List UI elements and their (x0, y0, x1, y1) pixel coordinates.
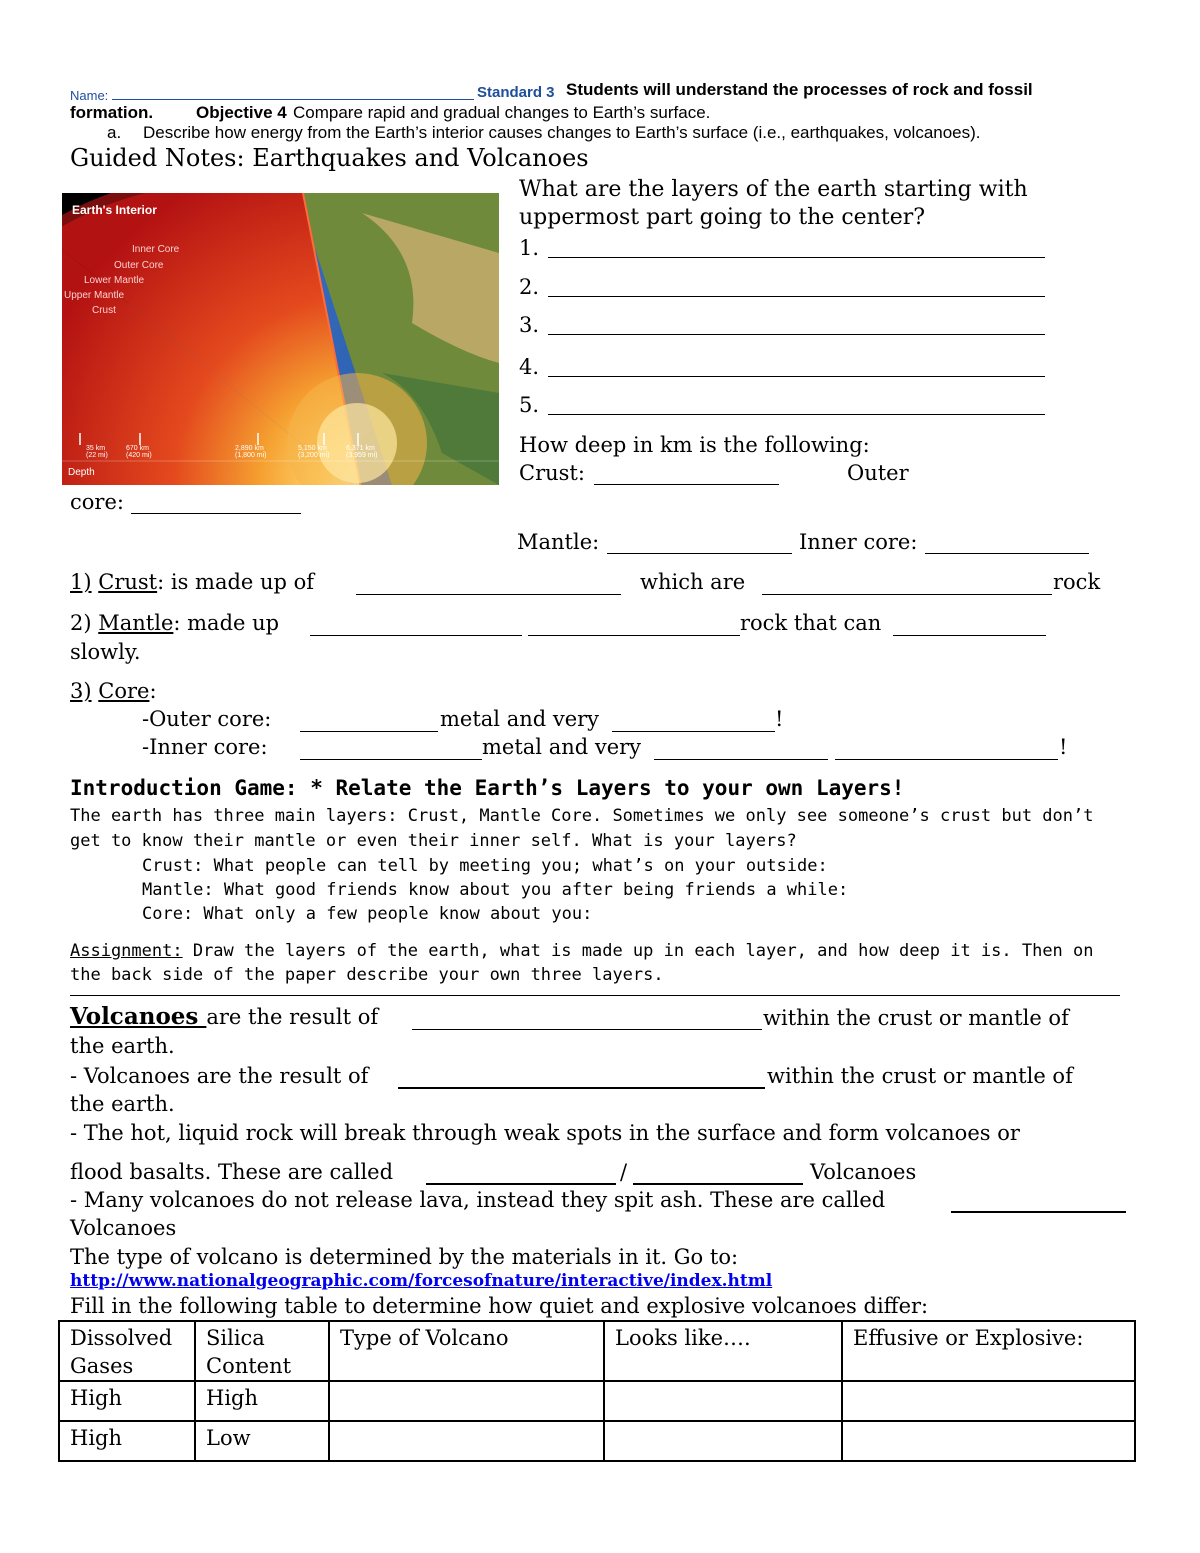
volcano-line10: Fill in the following table to determine how quiet and explosive volcanoes differ: (70, 1294, 929, 1318)
table-cell-gases: High (59, 1381, 195, 1421)
figure-depth-670: 670 km (420 mi) (126, 445, 152, 459)
figure-depth-5150: 5,150 km (3,200 mi) (298, 445, 330, 459)
depth-outer-core-label-cont: core: (70, 490, 124, 514)
volcano-line1-b: within the crust or mantle of (763, 1006, 1069, 1030)
volcano-line6-b: Volcanoes (810, 1160, 917, 1184)
table-header-silica-content: Silica Content (195, 1321, 329, 1381)
depth-inner-core-label: Inner core: (799, 530, 918, 554)
figure-depth-label: Depth (68, 467, 95, 478)
note-mantle-rock: rock that can (740, 611, 882, 635)
volcano-comparison-table (58, 1320, 1136, 1462)
note-mantle (70, 611, 279, 635)
intro-para-line2: get to know their mantle or even their inner self. What is your layers? (70, 831, 797, 851)
depth-crust-answer[interactable] (594, 484, 779, 485)
table-cell-gases: High (59, 1421, 195, 1461)
intro-crust: Crust: What people can tell by meeting you; what’s on your outside: (142, 856, 828, 876)
volcano-line9: The type of volcano is determined by the materials in it. Go to: (70, 1245, 739, 1269)
page-title: Guided Notes: Earthquakes and Volcanoes (70, 144, 589, 172)
note-crust-text: : is made up of (157, 570, 315, 594)
figure-depth-6371: 6,371 km (3,959 mi) (346, 445, 378, 459)
earth-interior-diagram (62, 193, 499, 485)
mantle-blank-1[interactable] (310, 635, 522, 636)
table-header-looks-like: Looks like…. (604, 1321, 842, 1381)
figure-label-upper-mantle: Upper Mantle (64, 290, 125, 301)
figure-depth-35: 35 km (22 mi) (86, 445, 108, 459)
volcano-line7: - Many volcanoes do not release lava, instead they spit ash. These are called (70, 1188, 886, 1212)
depth-crust-label: Crust: (519, 461, 585, 485)
volcano-line6-slash: / (620, 1160, 628, 1184)
sub-item-marker: a. (107, 123, 122, 142)
note-core-colon: : (149, 679, 157, 703)
layer-number-1: 1. (519, 236, 540, 260)
volcano-line2: the earth. (70, 1034, 175, 1058)
note-outer-core-bang: ! (775, 707, 784, 731)
note-outer-core-label: -Outer core: (142, 707, 272, 731)
inner-core-blank-3[interactable] (835, 759, 1058, 760)
layer-answer-3[interactable] (548, 334, 1045, 335)
table-cell-looks-input[interactable] (604, 1421, 842, 1461)
figure-label-inner-core: Inner Core (132, 244, 180, 255)
figure-label-crust: Crust (92, 305, 116, 316)
crust-blank-2[interactable] (762, 594, 1052, 595)
note-core-term: Core (98, 679, 150, 703)
note-inner-core-label: -Inner core: (142, 735, 268, 759)
layers-question-line2: uppermost part going to the center? (519, 205, 926, 230)
note-mantle-term: Mantle (98, 611, 174, 635)
note-crust-rock: rock (1053, 570, 1101, 594)
layer-answer-1[interactable] (548, 257, 1045, 258)
outer-core-blank-1[interactable] (300, 731, 438, 732)
depth-outer-core-label: Outer (847, 461, 909, 485)
layer-answer-5[interactable] (548, 414, 1045, 415)
volcano-line3-b: within the crust or mantle of (767, 1064, 1073, 1088)
assignment-text: Draw the layers of the earth, what is made up in each layer, and how deep it is. Then on (182, 941, 1094, 961)
table-cell-looks-input[interactable] (604, 1381, 842, 1421)
crust-blank-1[interactable] (356, 594, 621, 595)
volcano-line3-a: - Volcanoes are the result of (70, 1064, 369, 1088)
note-crust (70, 570, 314, 594)
assignment-line2: the back side of the paper describe your own three layers. (70, 965, 664, 985)
table-cell-effusive-input[interactable] (842, 1421, 1135, 1461)
volcano-line5: - The hot, liquid rock will break through weak spots in the surface and form volcanoes or (70, 1121, 1020, 1145)
inner-core-blank-2[interactable] (654, 759, 828, 760)
layer-number-2: 2. (519, 275, 540, 299)
depth-mantle-answer[interactable] (607, 553, 792, 554)
note-inner-core-metal: metal and very (482, 735, 642, 759)
note-crust-num: 1) (70, 570, 92, 594)
table-header-type-of-volcano: Type of Volcano (329, 1321, 604, 1381)
standard-label: Standard 3 (477, 84, 555, 101)
table-cell-effusive-input[interactable] (842, 1381, 1135, 1421)
table-header-row (59, 1321, 1135, 1381)
table-row (59, 1421, 1135, 1461)
depth-inner-core-answer[interactable] (925, 553, 1089, 554)
layer-number-3: 3. (519, 313, 540, 337)
inner-core-blank-1[interactable] (300, 759, 482, 760)
intro-para-line1: The earth has three main layers: Crust, Mantle Core. Sometimes we only see someone’s crust but don’t (70, 806, 1094, 826)
volcano-blank-1[interactable] (412, 1029, 762, 1030)
volcano-line4: the earth. (70, 1092, 175, 1116)
volcano-term: Volcanoes (70, 1003, 207, 1030)
figure-depth-2890: 2,890 km (1,800 mi) (235, 445, 267, 459)
volcano-blank-2[interactable] (398, 1087, 765, 1089)
layer-number-5: 5. (519, 393, 540, 417)
layer-answer-4[interactable] (548, 376, 1045, 377)
volcano-line6-a: flood basalts. These are called (70, 1160, 394, 1184)
name-field[interactable] (112, 99, 474, 100)
note-core-num: 3) (70, 679, 92, 703)
table-cell-silica: High (195, 1381, 329, 1421)
mantle-blank-2[interactable] (528, 635, 740, 636)
intro-core: Core: What only a few people know about you: (142, 904, 593, 924)
table-header-effusive-explosive: Effusive or Explosive: (842, 1321, 1135, 1381)
layers-question-line1: What are the layers of the earth starting with (519, 177, 1028, 202)
volcano-line1 (70, 1003, 378, 1030)
assignment-label: Assignment: (70, 941, 183, 961)
section-divider (70, 995, 1120, 996)
nat-geo-link[interactable]: http://www.nationalgeographic.com/forcesofnature/interactive/index.html (70, 1271, 773, 1291)
depth-mantle-label: Mantle: (517, 530, 600, 554)
objective-label: Objective 4 (196, 103, 287, 122)
figure-label-lower-mantle: Lower Mantle (84, 275, 145, 286)
standard-text: Students will understand the processes of rock and fossil (566, 80, 1033, 99)
volcano-blank-5[interactable] (951, 1211, 1126, 1213)
table-cell-type-input[interactable] (329, 1381, 604, 1421)
figure-title: Earth's Interior (72, 203, 157, 217)
intro-mantle: Mantle: What good friends know about you after being friends a while: (142, 880, 849, 900)
intro-heading: Introduction Game: * Relate the Earth’s Layers to your own Layers! (70, 776, 905, 800)
note-mantle-slowly: slowly. (70, 640, 141, 664)
earth-interior-illustration (62, 193, 499, 485)
table-row (59, 1381, 1135, 1421)
table-cell-silica: Low (195, 1421, 329, 1461)
note-crust-term: Crust (98, 570, 158, 594)
sub-item-text: Describe how energy from the Earth’s interior causes changes to Earth’s surface (i.e., earthquakes, volcanoes). (143, 123, 981, 142)
layer-number-4: 4. (519, 355, 540, 379)
note-core (70, 679, 157, 703)
name-label: Name: (70, 88, 109, 103)
mantle-blank-3[interactable] (893, 635, 1046, 636)
volcano-blank-4[interactable] (633, 1183, 803, 1185)
figure-label-outer-core: Outer Core (114, 260, 164, 271)
note-inner-core-bang: ! (1059, 735, 1068, 759)
objective-text: Compare rapid and gradual changes to Earth’s surface. (293, 103, 711, 122)
note-outer-core-metal: metal and very (440, 707, 600, 731)
volcano-blank-3[interactable] (426, 1183, 616, 1185)
volcano-line8: Volcanoes (70, 1216, 177, 1240)
note-crust-which: which are (640, 570, 746, 594)
depth-prompt: How deep in km is the following: (519, 433, 870, 457)
layer-answer-2[interactable] (548, 296, 1045, 297)
table-cell-type-input[interactable] (329, 1421, 604, 1461)
assignment-line1 (70, 941, 1094, 961)
depth-outer-core-answer[interactable] (131, 513, 301, 514)
note-mantle-num: 2) (70, 611, 92, 635)
outer-core-blank-2[interactable] (612, 731, 775, 732)
volcano-line1-a: are the result of (206, 1005, 379, 1029)
note-mantle-text: : made up (173, 611, 280, 635)
table-header-dissolved-gases: Dissolved Gases (59, 1321, 195, 1381)
standard-text-cont: formation. (70, 103, 154, 122)
